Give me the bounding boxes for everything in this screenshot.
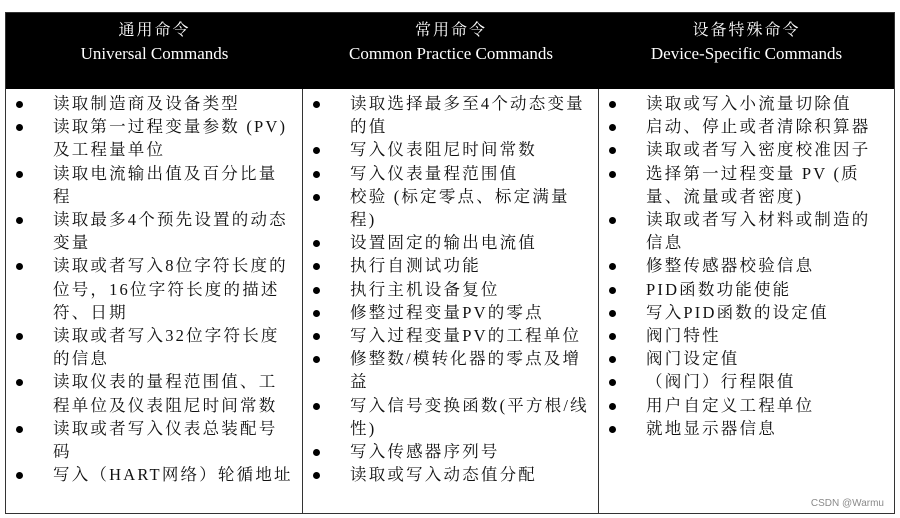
list-item-text: 读取最多4个预先设置的动态变量 <box>53 210 288 253</box>
list-item <box>6 92 302 115</box>
bullet-icon <box>313 147 320 154</box>
bullet-icon <box>16 379 23 386</box>
list-item <box>6 463 302 486</box>
bullet-icon <box>609 171 616 178</box>
bullet-icon <box>313 287 320 294</box>
bullet-icon <box>16 333 23 340</box>
bullet-icon <box>609 310 616 317</box>
list-item <box>599 278 894 301</box>
list-item-text: 阀门设定值 <box>646 349 740 369</box>
list-item-text: 写入PID函数的设定值 <box>646 302 829 322</box>
header-title-en: Device-Specific Commands <box>650 44 843 63</box>
list-item-text: 读取或者写入32位字符长度的信息 <box>53 326 280 369</box>
header-device-specific-commands <box>599 13 894 89</box>
list-item <box>599 92 894 115</box>
list-item <box>6 115 302 161</box>
column-common-practice-commands <box>303 89 599 513</box>
list-item-text: 读取或者写入材料或制造的信息 <box>646 210 871 253</box>
list-item <box>303 138 598 161</box>
bullet-icon <box>16 101 23 108</box>
list-item <box>303 231 598 254</box>
list-item <box>6 370 302 416</box>
list-item <box>6 417 302 463</box>
list-item-text: PID函数功能使能 <box>646 279 792 299</box>
list-item-text: （阀门）行程限值 <box>646 372 796 392</box>
header-title-zh: 常用命令 <box>414 22 487 39</box>
bullet-icon <box>609 356 616 363</box>
list-item <box>599 370 894 393</box>
bullet-icon <box>609 426 616 433</box>
list-item-text: 用户自定义工程单位 <box>646 395 815 415</box>
list-item-text: 读取或者写入密度校准因子 <box>646 140 871 160</box>
list-item <box>303 278 598 301</box>
bullet-icon <box>313 449 320 456</box>
list-item-text: 写入信号变换函数(平方根/线性) <box>350 395 589 438</box>
list-item-text: 阀门特性 <box>646 326 721 346</box>
list-item-text: 选择第一过程变量 PV (质量、流量或者密度) <box>646 163 860 206</box>
bullet-icon <box>609 333 616 340</box>
list-item-text: 修整传感器校验信息 <box>646 256 815 276</box>
bullet-icon <box>609 147 616 154</box>
bullet-icon <box>16 426 23 433</box>
list-item-text: 就地显示器信息 <box>646 418 777 438</box>
list-item-text: 写入仪表阻尼时间常数 <box>350 140 537 160</box>
list-item <box>599 115 894 138</box>
column-device-specific-commands <box>599 89 894 513</box>
list-item-text: 写入（HART网络）轮循地址 <box>53 465 293 485</box>
bullet-icon <box>313 356 320 363</box>
list-item-text: 启动、停止或者清除积算器 <box>646 117 871 137</box>
bullet-icon <box>313 263 320 270</box>
bullet-icon <box>313 194 320 201</box>
command-list <box>6 92 302 486</box>
list-item <box>303 324 598 347</box>
command-list <box>599 92 894 440</box>
header-title-en: Common Practice Commands <box>349 44 553 63</box>
list-item-text: 写入传感器序列号 <box>350 442 500 462</box>
bullet-icon <box>609 287 616 294</box>
list-item-text: 修整数/模转化器的零点及增益 <box>350 349 582 392</box>
list-item <box>599 347 894 370</box>
header-title-zh: 设备特殊命令 <box>692 22 801 39</box>
header-common-practice-commands <box>303 13 599 89</box>
list-item-text: 修整过程变量PV的零点 <box>350 302 544 322</box>
list-item <box>6 324 302 370</box>
bullet-icon <box>16 217 23 224</box>
bullet-icon <box>313 101 320 108</box>
list-item-text: 读取选择最多至4个动态变量的值 <box>350 94 585 137</box>
bullet-icon <box>16 263 23 270</box>
bullet-icon <box>16 124 23 131</box>
list-item <box>6 162 302 208</box>
list-item-text: 读取或写入动态值分配 <box>350 465 537 485</box>
header-universal-commands <box>6 13 303 89</box>
list-item <box>599 417 894 440</box>
list-item <box>599 208 894 254</box>
list-item-text: 读取或写入小流量切除值 <box>646 94 852 113</box>
bullet-icon <box>16 171 23 178</box>
list-item-text: 读取制造商及设备类型 <box>53 94 240 113</box>
list-item-text: 写入仪表量程范围值 <box>350 163 519 183</box>
command-list <box>303 92 598 486</box>
bullet-icon <box>609 101 616 108</box>
list-item <box>303 347 598 393</box>
list-item <box>303 254 598 277</box>
list-item-text: 读取或者写入8位字符长度的位号，16位字符长度的描述符、日期 <box>53 256 288 322</box>
list-item <box>599 138 894 161</box>
bullet-icon <box>313 171 320 178</box>
column-universal-commands <box>6 89 303 513</box>
list-item-text: 读取或者写入仪表总装配号码 <box>53 418 278 462</box>
list-item <box>6 208 302 254</box>
bullet-icon <box>609 263 616 270</box>
list-item-text: 校验 (标定零点、标定满量程) <box>350 186 570 230</box>
list-item <box>599 162 894 208</box>
bullet-icon <box>313 333 320 340</box>
list-item-text: 写入过程变量PV的工程单位 <box>350 326 582 346</box>
list-item <box>303 394 598 440</box>
bullet-icon <box>609 379 616 386</box>
list-item-text: 读取仪表的量程范围值、工程单位及仪表阻尼时间常数 <box>53 372 278 415</box>
list-item-text: 执行自测试功能 <box>350 256 481 276</box>
list-item <box>599 394 894 417</box>
list-item <box>303 301 598 324</box>
watermark: CSDN @Warmu <box>810 498 884 509</box>
header-title-zh: 通用命令 <box>118 22 191 39</box>
bullet-icon <box>609 124 616 131</box>
list-item <box>599 254 894 277</box>
list-item <box>6 254 302 324</box>
list-item <box>303 440 598 463</box>
list-item-text: 读取电流输出值及百分比量程 <box>53 163 278 206</box>
bullet-icon <box>609 403 616 410</box>
list-item <box>599 301 894 324</box>
list-item-text: 设置固定的输出电流值 <box>350 233 537 253</box>
list-item <box>303 92 598 138</box>
list-item-text: 读取第一过程变量参数 (PV) 及工程量单位 <box>53 117 288 160</box>
list-item <box>303 185 598 231</box>
list-item-text: 执行主机设备复位 <box>350 279 500 299</box>
bullet-icon <box>313 310 320 317</box>
bullet-icon <box>609 217 616 224</box>
bullet-icon <box>313 403 320 410</box>
list-item <box>303 463 598 486</box>
list-item <box>303 162 598 185</box>
bullet-icon <box>313 472 320 479</box>
list-item <box>599 324 894 347</box>
hart-commands-table <box>5 12 895 514</box>
bullet-icon <box>16 472 23 479</box>
header-title-en: Universal Commands <box>80 44 229 63</box>
bullet-icon <box>313 240 320 247</box>
